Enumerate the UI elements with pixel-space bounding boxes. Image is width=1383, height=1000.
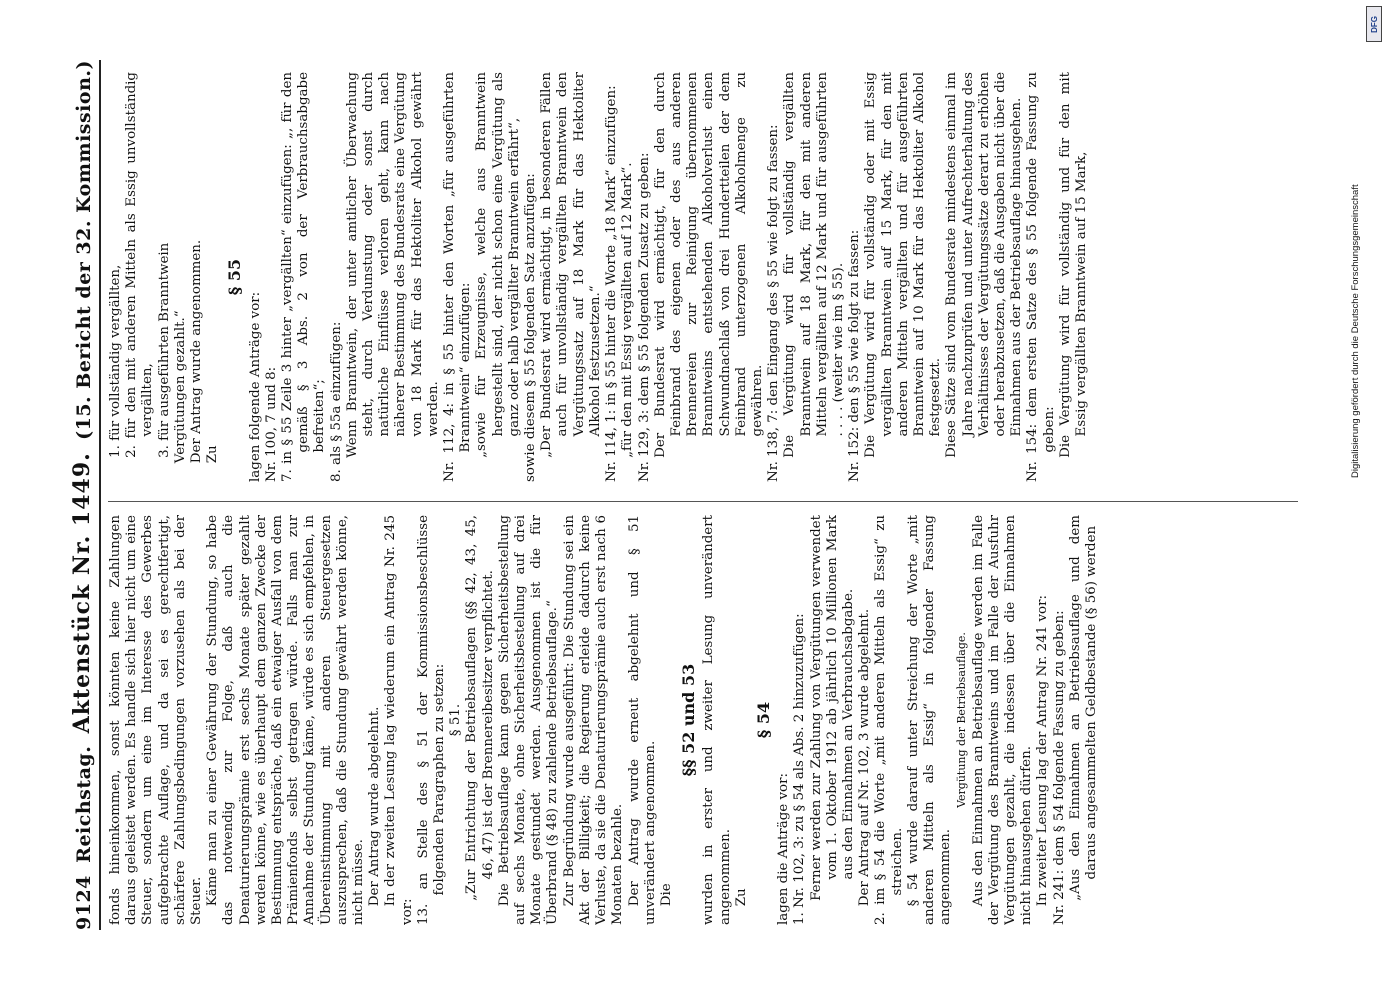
paragraph: wurden in erster und zweiter Lesung unverändert angenommen. [701,515,733,925]
header-title: Aktenstück Nr. 1449. [69,452,95,734]
paragraph: Der Antrag wurde abgelehnt. [367,706,383,907]
list-item: 1. für vollständig vergällten, [108,264,123,458]
quoted-text: „Zur Entrichtung der Betriebsauflagen (§§ 42, 43, 45, 46, 47) ist der Brennereibesitzer verpflichtet. [464,515,496,901]
section-heading: §§ 52 und 53 [679,663,699,777]
section-heading: § 54 [753,701,773,739]
motion-item: Nr. 114, 1: in § 55 hinter die Worte „18 Mark“ einzufügen: [604,85,620,482]
paragraph: § 54 wurde darauf unter Streichung der Worte „mit anderen Mitteln als Essig“ in folgender Fassung angenommen. [905,515,954,925]
quoted-text: Die Vergütung wird für vollständig und für den mit Essig vergällten Branntwein auf 15 Mark, [1057,72,1089,458]
quoted-text: „sowie für Erzeugnisse, welche aus Branntwein hergestellt sind, der nicht schon eine Vergütung als ganz oder halb vergällter Branntwein erfährt“, [474,72,522,458]
motion-item: Nr. 129, 3: dem § 55 folgenden Zusatz zu geben: [636,152,652,482]
quoted-text: Diese Sätze sind vom Bundesrate mindestens einmal im Jahre nachzuprüfen und unter Aufrechterhaltung des Verhältnisses der Vergütungssätze derart zu erhöhen oder herabzusetzen, daß die Ausgaben nicht über die Einnahmen aus der Betriebsauflage hinausgehen. [944,72,1025,458]
paragraph: In der zweiten Lesung lag wiederum ein Antrag Nr. 245 vor: [383,515,415,925]
quoted-text: Wenn Branntwein, der unter amtlicher Überwachung steht, durch Verdunstung oder sonst durch natürliche Einflüsse verloren geht, kann nach näherer Bestimmung des Bundesrats eine Vergütung von 18 Mark für das Hektoliter Alkohol gewährt werden. [344,72,441,458]
motion-item: Nr. 152: den § 55 wie folgt zu fassen: [847,229,863,482]
quoted-text: Die Vergütung wird für vollständig oder mit Essig vergällten Branntwein auf 15 Mark, für den mit anderen Mitteln vergällten und für ausgeführten Branntwein auf 10 Mark für das Hektoliter Alkohol festgesetzt. [863,72,944,458]
page-number: 9124 [73,875,95,930]
paragraph: Käme man zu einer Gewährung der Stundung, so habe das notwendig zur Folge, daß auch die Denaturierungsprämie erst sechs Monate später gezahlt werden könne, wie es überhaupt dem ganzen Zwecke der Bestimmung entspräche, daß ein etwaiger Ausfall von dem Prämienfonds selbst getragen würde. Falls man zur Annahme der Stundung käme, würde es sich empfehlen, in Übereinstimmung mit anderen Steuergesetzen auszusprechen, daß die Stundung gewährt werden könne, nicht müsse. [205,515,367,925]
paragraph: Zur Begründung wurde ausgeführt: Die Stundung sei ein Akt der Billigkeit; die Regierung erleide dadurch keine Verluste, da sie die Denaturierungsprämie auch erst nach 6 Monaten bezahle. [561,515,626,925]
quoted-text: „Der Bundesrat wird ermächtigt, in besonderen Fällen auch für unvollständig vergällten Branntwein den Vergütungssatz auf 18 Mark für das Hektoliter Alkohol festzusetzen.“ [539,72,603,458]
paragraph: Vergütungen gezahlt.“ [172,310,188,464]
list-item: 3. für ausgeführten Branntwein [156,242,172,458]
paragraph: Aus den Einnahmen an Betriebsauflage werden im Falle der Vergütung des Branntweins und im Falle der Ausfuhr Vergütungen gezahlt, die indessen über die Einnahmen nicht hinausgehen dürfen. [970,515,1035,925]
paragraph: In zweiter Lesung lag der Antrag Nr. 241 vor: [1035,594,1051,907]
motion-item: 8. als § 55a einzufügen: [328,321,344,482]
quoted-text: „für den mit Essig vergällten auf 12 Mark“. [620,162,636,458]
paragraph: Der Antrag auf Nr. 102, 3 wurde abgelehnt. [857,608,873,907]
motion-item: Nr. 154: dem ersten Satze des § 55 folgende Fassung zu geben: [1025,72,1057,482]
section-heading: § 55 [225,258,245,296]
column-divider [108,501,1298,502]
left-column [108,515,1298,925]
paragraph: Nr. 241: dem § 54 folgende Fassung zu geben: [1051,610,1067,925]
page-header [55,60,101,930]
header-right: (15. Bericht der 32. Kommission.) [73,60,95,440]
quoted-text: Die Vergütung wird für vollständig vergällten Branntwein auf 18 Mark, für den mit anderen Mitteln vergällten auf 12 Mark und für ausgeführten . . . . (weiter wie im § 55). [782,72,846,458]
motion-item: 2. im § 54 die Worte „mit anderen Mitteln als Essig“ zu streichen. [873,515,905,925]
quoted-text: Der Bundesrat wird ermächtigt, für den durch Feinbrand des eigenen oder des aus anderen Brennereien zur Reinigung übernommenen Branntweins entstehenden Alkoholverlust einen Schwundnachlaß von drei Hundertteilen der dem Feinbrand unterzogenen Alkoholmenge zu gewähren. [652,72,765,458]
paragraph: Der Antrag wurde angenommen. [189,239,205,464]
motion-item: 1. Nr. 102, 3: zu § 54 als Abs. 2 hinzuzufügen: [792,613,808,925]
section-number: § 51. [448,703,464,737]
paragraph: Die [658,883,674,907]
paragraph: Die Betriebsauflage kann gegen Sicherheitsbestellung auf sechs Monate, ohne Sicherheitsbestellung auf drei Monate gestundet werden. Ausgenommen ist die für Überbrand (§ 48) zu zahlende Betriebsauflage.“ [496,515,561,925]
motion-item: Nr. 138, 7: den Eingang des § 55 wie folgt zu fassen: [766,124,782,482]
paragraph: Zu [205,445,221,464]
list-item: 2. für den mit anderen Mitteln als Essig unvollständig vergällten, [124,72,156,458]
motion-item: 7. in § 55 Zeile 3 hinter „vergällten“ einzufügen: „, für den gemäß § 3 Abs. 2 von der Verbrauchsabgabe befreiten“; [280,72,328,482]
motion-item: Nr. 112, 4: in § 55 hinter den Worten „für ausgeführten Branntwein“ einzufügen: [442,72,474,482]
quoted-text: „Aus den Einnahmen an Betriebsauflage und dem daraus angesammelten Geldbestande (§ 56) werden [1067,515,1099,901]
motion-item: 13. an Stelle des § 51 der Kommissionsbeschlüsse folgenden Paragraphen zu setzen: [415,515,448,925]
paragraph: lagen folgende Anträge vor: [247,291,263,482]
paragraph: sowie diesem § 55 folgenden Satz anzufügen: [523,173,539,482]
marginal-heading: Vergütung der Betriebsauflage. [955,632,969,808]
paragraph: Zu [733,888,749,907]
quoted-text: Ferner werden zur Zahlung von Vergütungen verwendet vom 1. Oktober 1912 ab jährlich 10 Millionen Mark aus den Einnahmen an Verbrauchsabgabe. [808,515,856,901]
digitization-note: Digitalisierung gefördert durch die Deutsche Forschungsgemeinschaft [1350,184,1361,478]
header-left: Reichstag. [73,745,95,863]
paragraph: Der Antrag wurde erneut abgelehnt und § 51 unverändert angenommen. [626,515,658,925]
paragraph: Nr. 100, 7 und 8: [263,366,279,482]
right-column [108,72,1298,482]
paragraph: fonds hineinkommen, sonst könnten keine Zahlungen daraus geleistet werden. Es handle sich hier nicht um eine Steuer, sondern um eine im Interesse des Gewerbes aufgebrachte Auflage, und da sei es gerechtfertigt, schärfere Zahlungsbedingungen vorzusehen als bei der Steuer. [108,515,205,925]
dfg-logo-text: DFG [1369,15,1379,33]
paragraph: lagen die Anträge vor: [776,772,792,925]
